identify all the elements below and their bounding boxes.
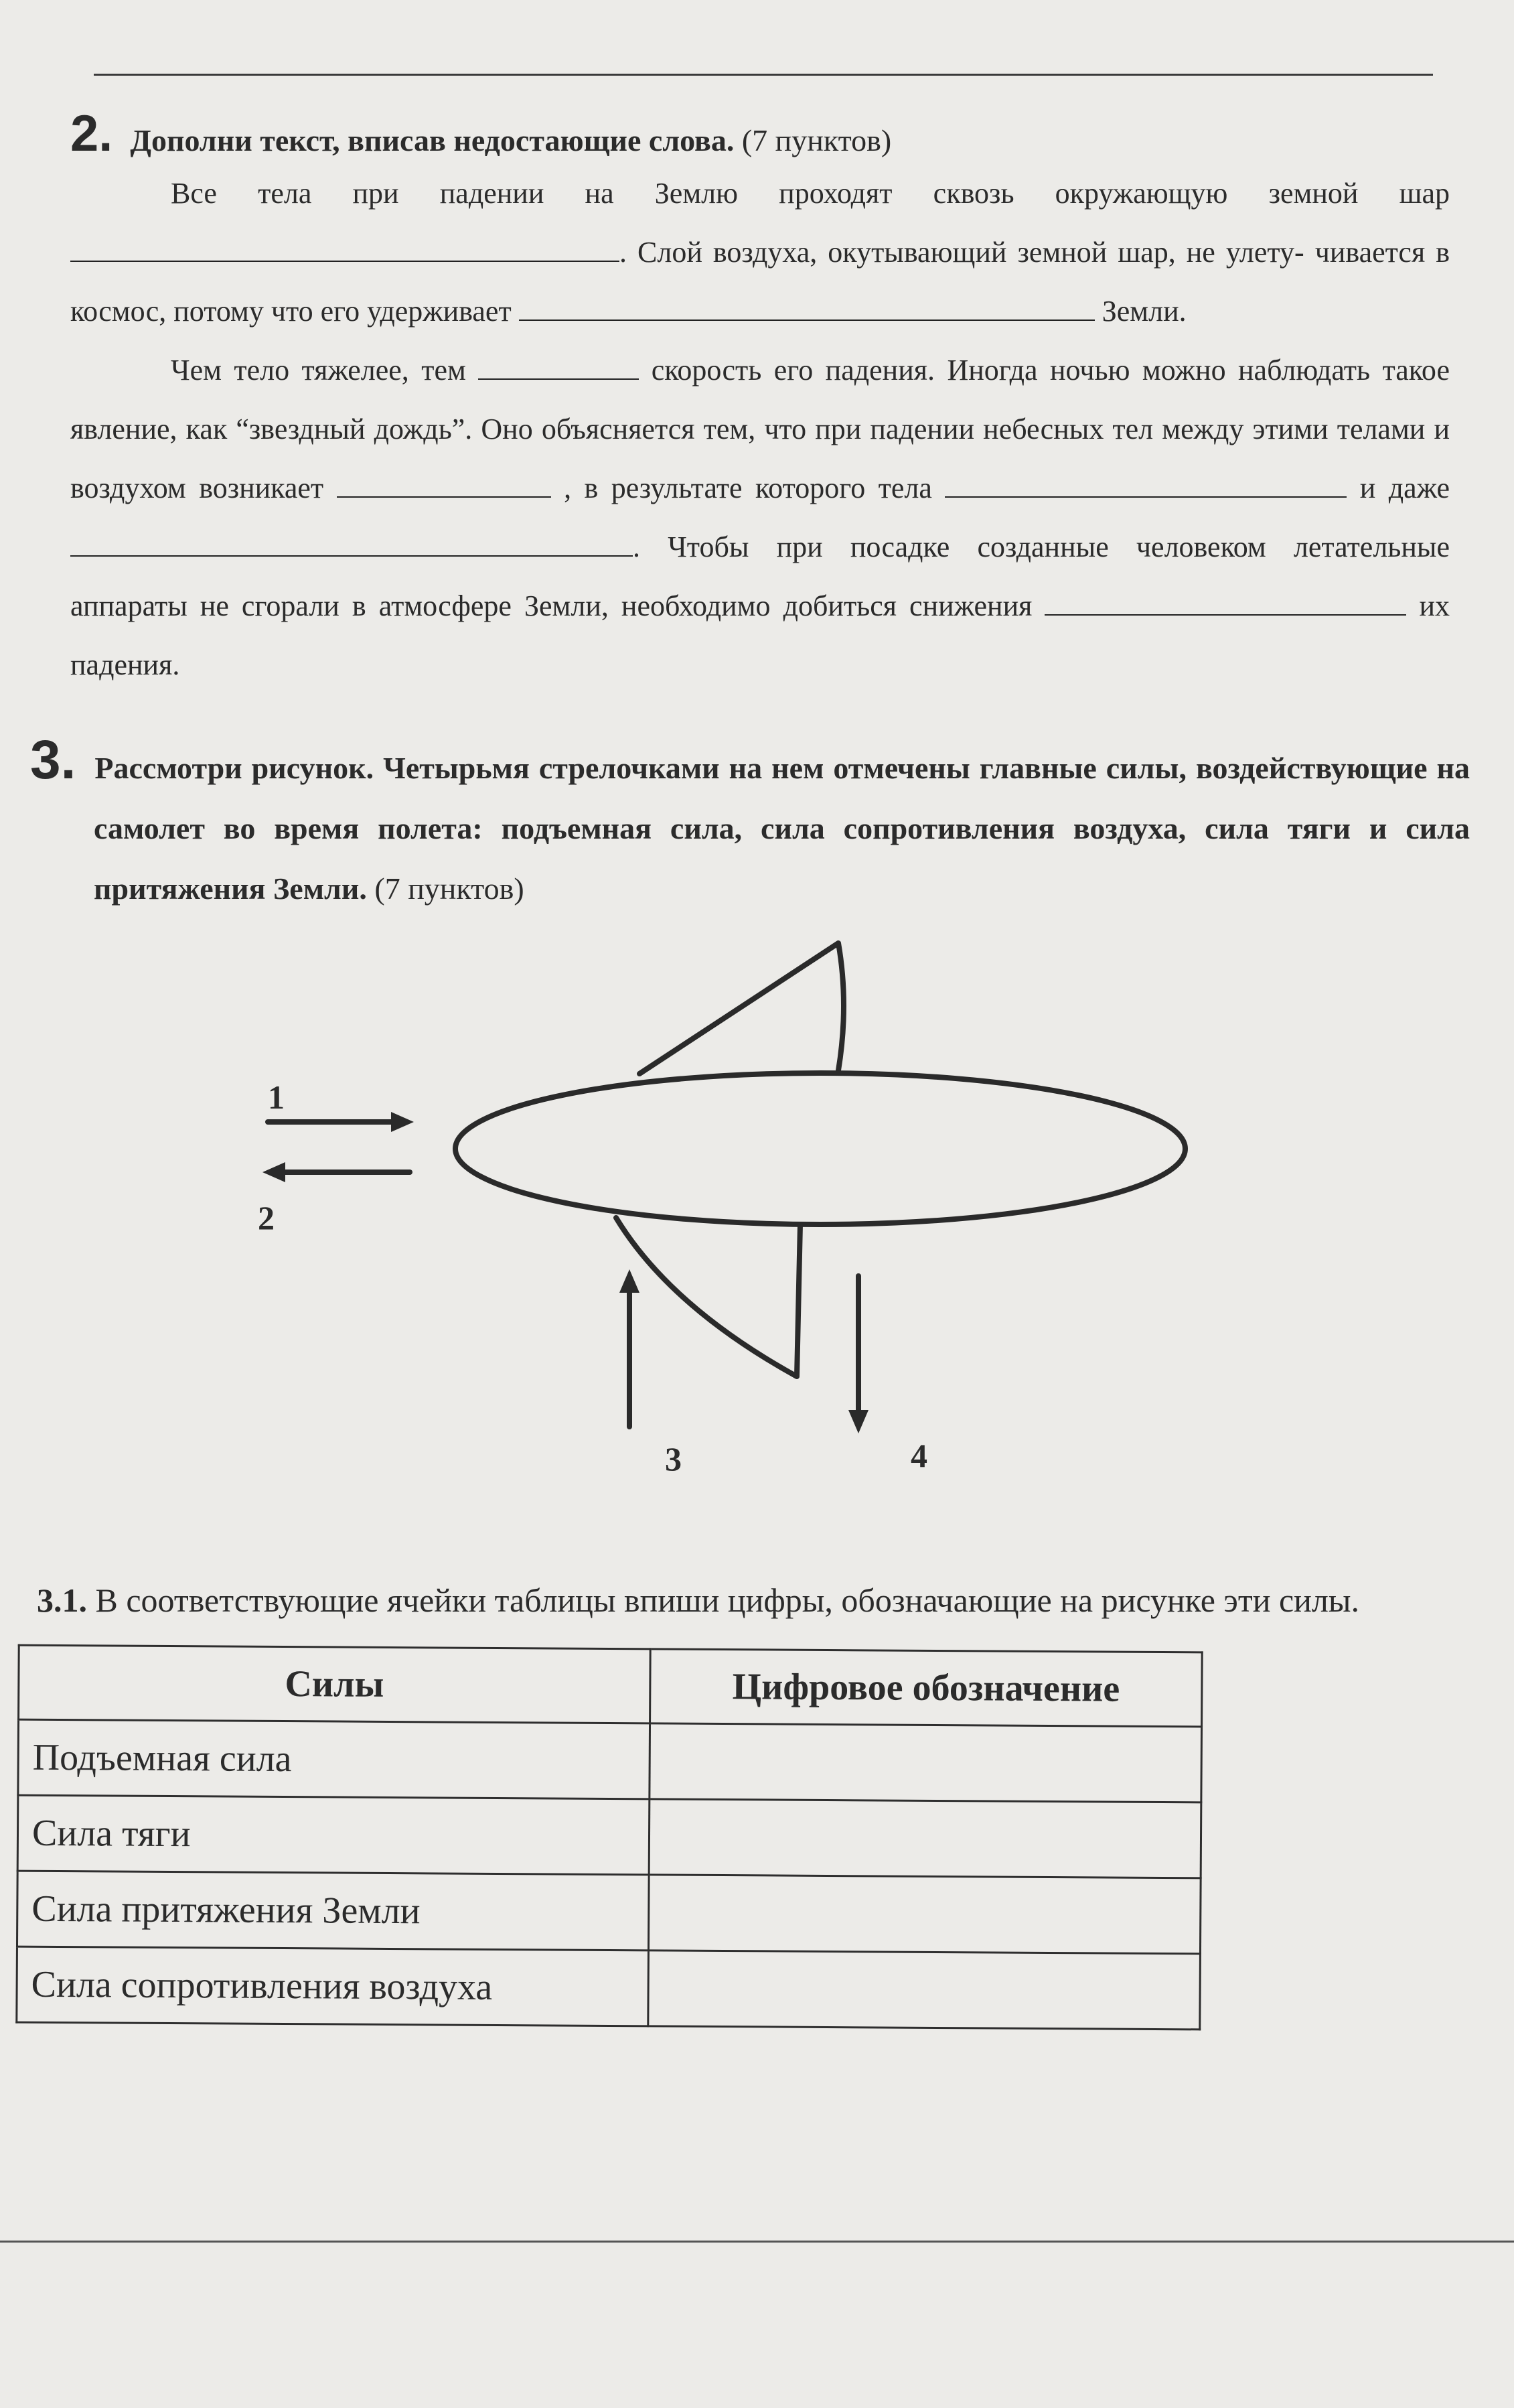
task-3-1-text: В соответствующие ячейки таблицы впиши цифры, обозначающие на рисунке эти силы. [95,1581,1359,1619]
task-3 [30,730,1470,919]
answer-cell[interactable] [648,1875,1201,1954]
task-3-text: Рассмотри рисунок. Четырьмя стрелочками на нем отмечены главные силы, воздействующие на самолет во время полета: подъемная сила, сила сопротивления воздуха, сила тяги и сила притяжения Земли. [94,751,1470,906]
text-line: чивается в космос, потому что его удерживает [70,236,1450,328]
force-name: Сила сопротивления воздуха [17,1946,649,2026]
text-line: . Чтобы при посадке [633,530,950,563]
text-line: Чем тело тяжелее, тем [171,354,466,386]
text-line: созданные человеком летательные аппараты не сгорали в атмосфере Земли, необходимо [70,530,1450,622]
task-3-number: 3. [30,729,76,790]
upper-wing [639,943,844,1074]
fuselage [455,1073,1185,1224]
task-3-points: (7 пунктов) [374,871,524,906]
answer-blank[interactable] [519,299,1095,321]
arrow-label-2: 2 [258,1199,275,1236]
task-2-paragraph-1 [70,164,1450,341]
answer-cell[interactable] [648,1951,1201,2030]
table-header-row [19,1645,1203,1727]
header-digit: Цифровое обозначение [650,1649,1203,1727]
force-name: Подъемная сила [18,1719,650,1799]
answer-cell[interactable] [650,1723,1202,1802]
top-rule [94,74,1433,76]
text-line: между этими телами и воздухом возникает [70,413,1450,504]
text-line: Все тела при падении на Землю проходят сквозь окружающую земной шар [171,177,1450,210]
header-forces: Силы [19,1645,651,1723]
text-line: добиться снижения [783,589,1033,622]
forces-table [15,1644,1203,2031]
answer-blank[interactable] [1045,594,1406,616]
answer-cell[interactable] [649,1799,1201,1878]
text-line: такое явление, как “звездный дождь”. Оно объясняется тем, что при падении небесных тел [70,354,1450,445]
task-2-paragraph-2 [70,341,1450,695]
table-row [17,1946,1201,2030]
text-line: , в результате которого тела [564,472,932,504]
table-row [17,1871,1201,1954]
task-2-number: 2. [70,105,113,162]
task-3-1-number: 3.1. [37,1581,87,1619]
text-line: скорость его падения. Иногда ночью можно наблюдать [651,354,1371,386]
answer-blank[interactable] [478,358,639,380]
task-3-1 [37,1581,1359,1620]
arrow-label-3: 3 [665,1440,682,1478]
arrow-4-head [848,1410,868,1433]
bottom-rule [0,2241,1514,2243]
text-line: и даже [1359,472,1450,504]
arrow-1-head [391,1112,414,1132]
text-line: их падения. [70,589,1450,681]
arrow-label-4: 4 [911,1437,927,1474]
answer-blank[interactable] [70,240,619,262]
lower-wing [616,1218,800,1376]
answer-blank[interactable] [945,476,1347,498]
task-3-heading [30,730,1470,919]
task-2 [70,105,1450,695]
arrow-3-head [619,1269,639,1293]
table-row [17,1795,1201,1878]
answer-blank[interactable] [337,476,551,498]
task-2-points: (7 пунктов) [741,123,892,157]
arrow-label-1: 1 [268,1078,285,1116]
text-line: . Слой воздуха, окутывающий земной шар, не улету- [619,236,1304,269]
text-line: Земли. [1102,295,1187,328]
force-name: Сила притяжения Земли [17,1871,649,1951]
arrow-2-head [262,1162,285,1182]
task-2-heading [70,105,1450,164]
table-row [18,1719,1202,1802]
force-name: Сила тяги [17,1795,650,1875]
answer-blank[interactable] [70,535,633,557]
task-2-title: Дополни текст, вписав недостающие слова. [130,123,735,157]
